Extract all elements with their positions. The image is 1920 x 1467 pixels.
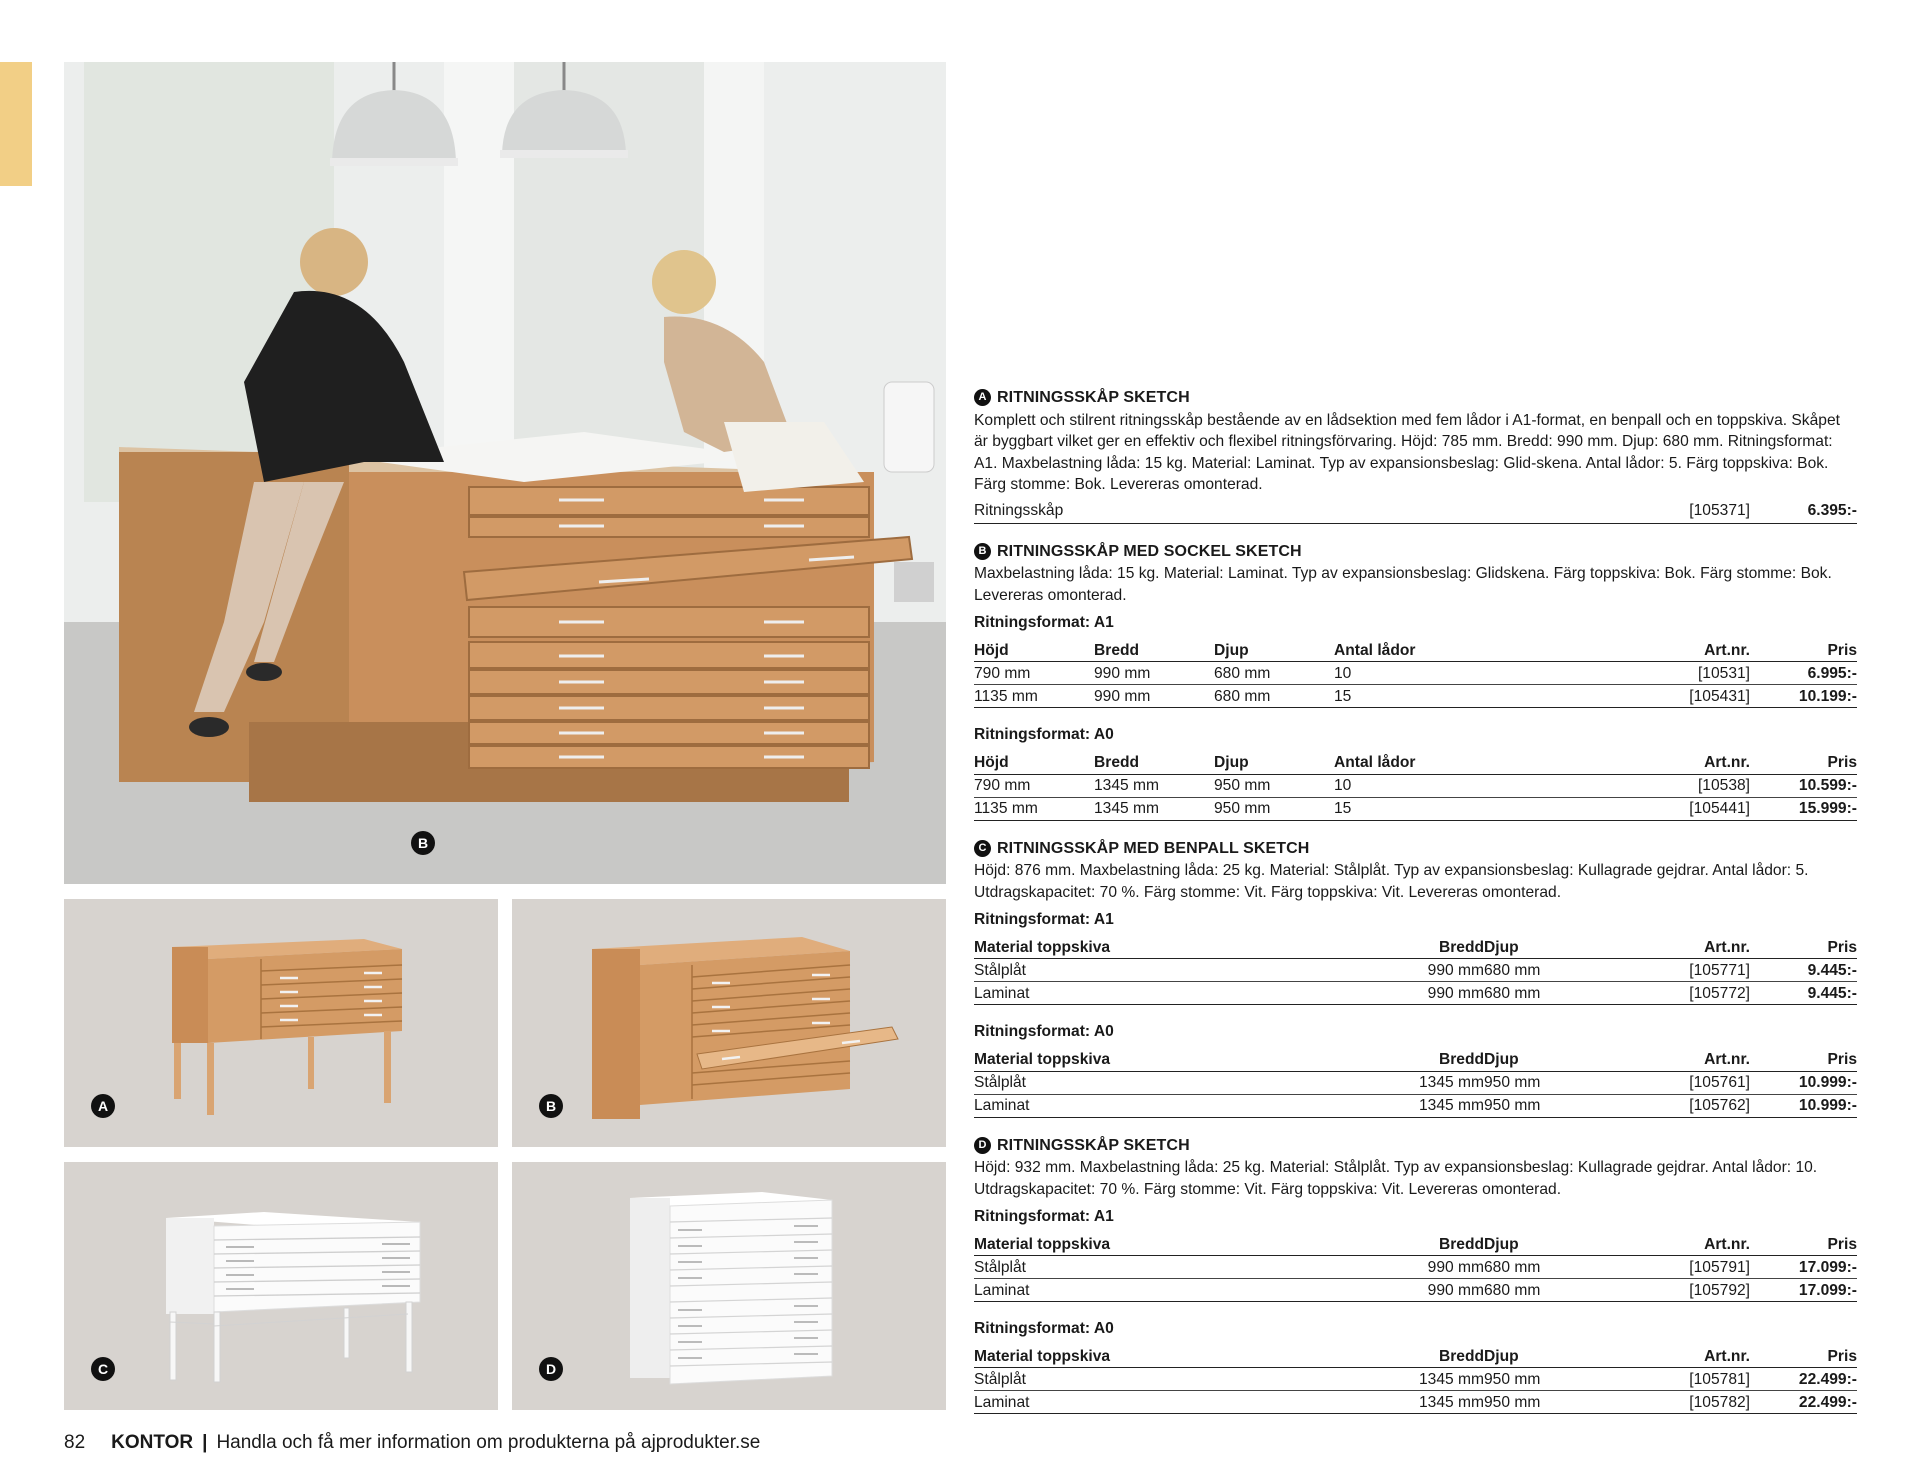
spec-table <box>974 750 1857 821</box>
cell-art: [105781] <box>1664 1368 1750 1391</box>
column-header-bredd: Bredd <box>1394 1232 1484 1256</box>
column-header-hojd: Höjd <box>974 750 1094 774</box>
format-label: Ritningsformat: A1 <box>974 911 1114 929</box>
cell-pris: 22.499:- <box>1750 1368 1857 1391</box>
cell-art: [105771] <box>1664 959 1750 982</box>
column-header-pris: Pris <box>1750 750 1857 774</box>
column-header-material: Material toppskiva <box>974 1232 1394 1256</box>
format-label: Ritningsformat: A1 <box>974 1208 1114 1226</box>
product-a-row-name: Ritningsskåp <box>974 501 1064 519</box>
cell-lador: 15 <box>1334 797 1494 820</box>
product-d-tables <box>974 1206 1857 1414</box>
cell-hojd: 1135 mm <box>974 685 1094 708</box>
spec-table <box>974 1232 1857 1303</box>
cell-material: Laminat <box>974 1094 1394 1117</box>
column-header-bredd: Bredd <box>1394 935 1484 959</box>
cell-material: Stålplåt <box>974 959 1394 982</box>
table-spacer <box>974 1302 1857 1312</box>
table-row <box>974 1368 1857 1391</box>
product-list <box>974 387 1857 1431</box>
product-d-photo <box>512 1162 946 1410</box>
column-header-lador: Antal lådor <box>1334 638 1494 662</box>
product-b-badge: B <box>539 1094 563 1118</box>
table-header-row <box>974 935 1857 959</box>
product-b-illustration <box>512 899 946 1147</box>
cell-bredd: 990 mm <box>1094 662 1214 685</box>
section-accent-tab <box>0 62 32 186</box>
hero-photo <box>64 62 946 884</box>
table-spacer <box>974 1005 1857 1015</box>
product-d <box>974 1135 1857 1415</box>
cell-pris: 9.445:- <box>1750 959 1857 982</box>
column-header-bredd: Bredd <box>1094 750 1214 774</box>
cell-lador: 15 <box>1334 685 1494 708</box>
product-d-illustration <box>512 1162 946 1410</box>
cell-djup: 680 mm <box>1484 959 1664 982</box>
cell-art: [105772] <box>1664 982 1750 1005</box>
table-header-row <box>974 638 1857 662</box>
cell-material: Stålplåt <box>974 1071 1394 1094</box>
cell-material: Laminat <box>974 982 1394 1005</box>
footer-tagline: Handla och få mer information om produkterna på ajprodukter.se <box>216 1432 761 1453</box>
cell-bredd: 990 mm <box>1094 685 1214 708</box>
cell-lador: 10 <box>1334 662 1494 685</box>
spec-table <box>974 935 1857 1006</box>
column-header-pris: Pris <box>1750 1047 1857 1071</box>
column-header-djup: Djup <box>1214 750 1334 774</box>
column-header-material: Material toppskiva <box>974 935 1394 959</box>
product-d-description: Höjd: 932 mm. Maxbelastning låda: 25 kg. Material: Stålplåt. Typ av expansionsbeslag: Kullagrade gejdrar. Antal lådor: 10. Utdragskapacitet: 70 %. Färg stomme: Vit. Färg toppskiva: Vit. Levereras omonterad. <box>974 1159 1818 1198</box>
table-header-row <box>974 1232 1857 1256</box>
product-d-badge: D <box>539 1357 563 1381</box>
footer-separator: | <box>202 1432 208 1453</box>
product-c-tables <box>974 909 1857 1117</box>
cell-djup: 950 mm <box>1214 774 1334 797</box>
table-row <box>974 685 1857 708</box>
cell-material: Laminat <box>974 1391 1394 1414</box>
product-a-art-nr: [105371] <box>1689 501 1750 519</box>
cell-pris: 15.999:- <box>1750 797 1857 820</box>
column-header-art: Art.nr. <box>1494 638 1750 662</box>
format-label: Ritningsformat: A1 <box>974 614 1114 632</box>
cell-bredd: 1345 mm <box>1394 1094 1484 1117</box>
cell-art: [105791] <box>1664 1256 1750 1279</box>
spec-table <box>974 1047 1857 1118</box>
cell-djup: 680 mm <box>1214 685 1334 708</box>
column-header-bredd: Bredd <box>1094 638 1214 662</box>
column-header-djup: Djup <box>1484 1344 1664 1368</box>
cell-djup: 950 mm <box>1214 797 1334 820</box>
column-header-art: Art.nr. <box>1664 1232 1750 1256</box>
page-footer <box>64 1432 760 1454</box>
cell-art: [105431] <box>1494 685 1750 708</box>
cell-art: [10531] <box>1494 662 1750 685</box>
table-header-row <box>974 750 1857 774</box>
cell-pris: 17.099:- <box>1750 1279 1857 1302</box>
product-b-photo <box>512 899 946 1147</box>
table-header-row <box>974 1344 1857 1368</box>
column-header-djup: Djup <box>1484 1047 1664 1071</box>
product-c-badge: C <box>91 1357 115 1381</box>
column-header-material: Material toppskiva <box>974 1344 1394 1368</box>
format-label: Ritningsformat: A0 <box>974 726 1114 744</box>
product-a-title: RITNINGSSKÅP SKETCH <box>997 389 1190 406</box>
cell-djup: 950 mm <box>1484 1094 1664 1117</box>
column-header-pris: Pris <box>1750 1344 1857 1368</box>
product-a <box>974 387 1857 524</box>
cell-pris: 22.499:- <box>1750 1391 1857 1414</box>
cell-djup: 680 mm <box>1214 662 1334 685</box>
column-header-art: Art.nr. <box>1664 935 1750 959</box>
column-header-pris: Pris <box>1750 638 1857 662</box>
cell-hojd: 1135 mm <box>974 797 1094 820</box>
table-row <box>974 1256 1857 1279</box>
table-row <box>974 982 1857 1005</box>
cell-pris: 9.445:- <box>1750 982 1857 1005</box>
format-label: Ritningsformat: A0 <box>974 1320 1114 1338</box>
cell-bredd: 1345 mm <box>1394 1368 1484 1391</box>
product-c-heading <box>974 838 1857 860</box>
cell-material: Stålplåt <box>974 1368 1394 1391</box>
product-a-description: Komplett och stilrent ritningsskåp bestående av en lådsektion med fem lådor i A1-format, en benpall och en toppskiva. Skåpet är byggbart vilket ger en effektiv och flexibel ritningsförvaring. Höjd: 785 mm. Bredd: 990 mm. Djup: 680 mm. Ritningsformat: A1. Maxbelastning låda: 15 kg. Material: Laminat. Typ av expansionsbeslag: Glid-skena. Antal lådor: 5. Färg toppskiva: Bok. Färg stomme: Bok. Levereras omonterad. <box>974 411 1840 494</box>
cell-djup: 950 mm <box>1484 1368 1664 1391</box>
product-a-price-row <box>974 500 1857 524</box>
product-d-title: RITNINGSSKÅP SKETCH <box>997 1136 1190 1154</box>
table-row <box>974 1279 1857 1302</box>
cell-art: [105762] <box>1664 1094 1750 1117</box>
cell-art: [105441] <box>1494 797 1750 820</box>
column-header-pris: Pris <box>1750 1232 1857 1256</box>
product-c-letter: C <box>974 840 991 857</box>
table-row <box>974 797 1857 820</box>
cell-pris: 17.099:- <box>1750 1256 1857 1279</box>
product-c-description: Höjd: 876 mm. Maxbelastning låda: 25 kg. Material: Stålplåt. Typ av expansionsbeslag: Kullagrade gejdrar. Antal lådor: 5. Utdragskapacitet: 70 %. Färg stomme: Vit. Färg toppskiva: Vit. Levereras omonterad. <box>974 862 1809 901</box>
cell-bredd: 990 mm <box>1394 1256 1484 1279</box>
cell-bredd: 1345 mm <box>1394 1071 1484 1094</box>
cell-material: Stålplåt <box>974 1256 1394 1279</box>
product-b-title: RITNINGSSKÅP MED SOCKEL SKETCH <box>997 542 1302 560</box>
cell-bredd: 1345 mm <box>1394 1391 1484 1414</box>
cell-pris: 6.995:- <box>1750 662 1857 685</box>
product-b-tables <box>974 612 1857 820</box>
cell-bredd: 990 mm <box>1394 982 1484 1005</box>
column-header-material: Material toppskiva <box>974 1047 1394 1071</box>
cell-pris: 10.999:- <box>1750 1094 1857 1117</box>
cell-lador: 10 <box>1334 774 1494 797</box>
table-spacer <box>974 708 1857 718</box>
column-header-lador: Antal lådor <box>1334 750 1494 774</box>
product-b-letter: B <box>974 543 991 560</box>
cell-art: [10538] <box>1494 774 1750 797</box>
cell-pris: 10.199:- <box>1750 685 1857 708</box>
product-a-badge: A <box>91 1094 115 1118</box>
product-b-description: Maxbelastning låda: 15 kg. Material: Laminat. Typ av expansionsbeslag: Glidskena. Färg toppskiva: Bok. Färg stomme: Bok. Levereras omonterad. <box>974 565 1832 604</box>
table-row <box>974 959 1857 982</box>
spec-table <box>974 638 1857 709</box>
hero-badge: B <box>411 831 435 855</box>
product-a-photo <box>64 899 498 1147</box>
cell-hojd: 790 mm <box>974 662 1094 685</box>
cell-bredd: 990 mm <box>1394 959 1484 982</box>
cell-hojd: 790 mm <box>974 774 1094 797</box>
column-header-bredd: Bredd <box>1394 1047 1484 1071</box>
cell-djup: 950 mm <box>1484 1391 1664 1414</box>
cell-bredd: 990 mm <box>1394 1279 1484 1302</box>
cell-bredd: 1345 mm <box>1094 797 1214 820</box>
product-c-title: RITNINGSSKÅP MED BENPALL SKETCH <box>997 839 1310 857</box>
cell-pris: 10.999:- <box>1750 1071 1857 1094</box>
cell-djup: 680 mm <box>1484 1256 1664 1279</box>
column-header-djup: Djup <box>1484 1232 1664 1256</box>
product-c-illustration <box>64 1162 498 1410</box>
cell-djup: 680 mm <box>1484 1279 1664 1302</box>
table-header-row <box>974 1047 1857 1071</box>
cell-pris: 10.599:- <box>1750 774 1857 797</box>
table-row <box>974 1094 1857 1117</box>
column-header-djup: Djup <box>1214 638 1334 662</box>
column-header-hojd: Höjd <box>974 638 1094 662</box>
product-d-heading <box>974 1135 1857 1157</box>
product-c <box>974 838 1857 1118</box>
product-a-letter: A <box>974 389 991 406</box>
cell-bredd: 1345 mm <box>1094 774 1214 797</box>
spec-table <box>974 1344 1857 1415</box>
footer-section: KONTOR <box>111 1432 194 1453</box>
cell-art: [105761] <box>1664 1071 1750 1094</box>
format-label: Ritningsformat: A0 <box>974 1023 1114 1041</box>
product-c-photo <box>64 1162 498 1410</box>
product-b <box>974 541 1857 821</box>
product-d-letter: D <box>974 1137 991 1154</box>
column-header-art: Art.nr. <box>1664 1047 1750 1071</box>
hero-photo-illustration <box>64 62 946 884</box>
product-a-heading <box>974 387 1857 409</box>
page-number: 82 <box>64 1432 86 1453</box>
cell-art: [105792] <box>1664 1279 1750 1302</box>
cell-material: Laminat <box>974 1279 1394 1302</box>
column-header-djup: Djup <box>1484 935 1664 959</box>
product-a-illustration <box>64 899 498 1147</box>
product-b-heading <box>974 541 1857 563</box>
table-row <box>974 662 1857 685</box>
table-row <box>974 1391 1857 1414</box>
table-row <box>974 774 1857 797</box>
column-header-art: Art.nr. <box>1664 1344 1750 1368</box>
cell-djup: 680 mm <box>1484 982 1664 1005</box>
column-header-pris: Pris <box>1750 935 1857 959</box>
cell-art: [105782] <box>1664 1391 1750 1414</box>
column-header-bredd: Bredd <box>1394 1344 1484 1368</box>
product-a-price: 6.395:- <box>1807 501 1857 519</box>
table-row <box>974 1071 1857 1094</box>
column-header-art: Art.nr. <box>1494 750 1750 774</box>
cell-djup: 950 mm <box>1484 1071 1664 1094</box>
